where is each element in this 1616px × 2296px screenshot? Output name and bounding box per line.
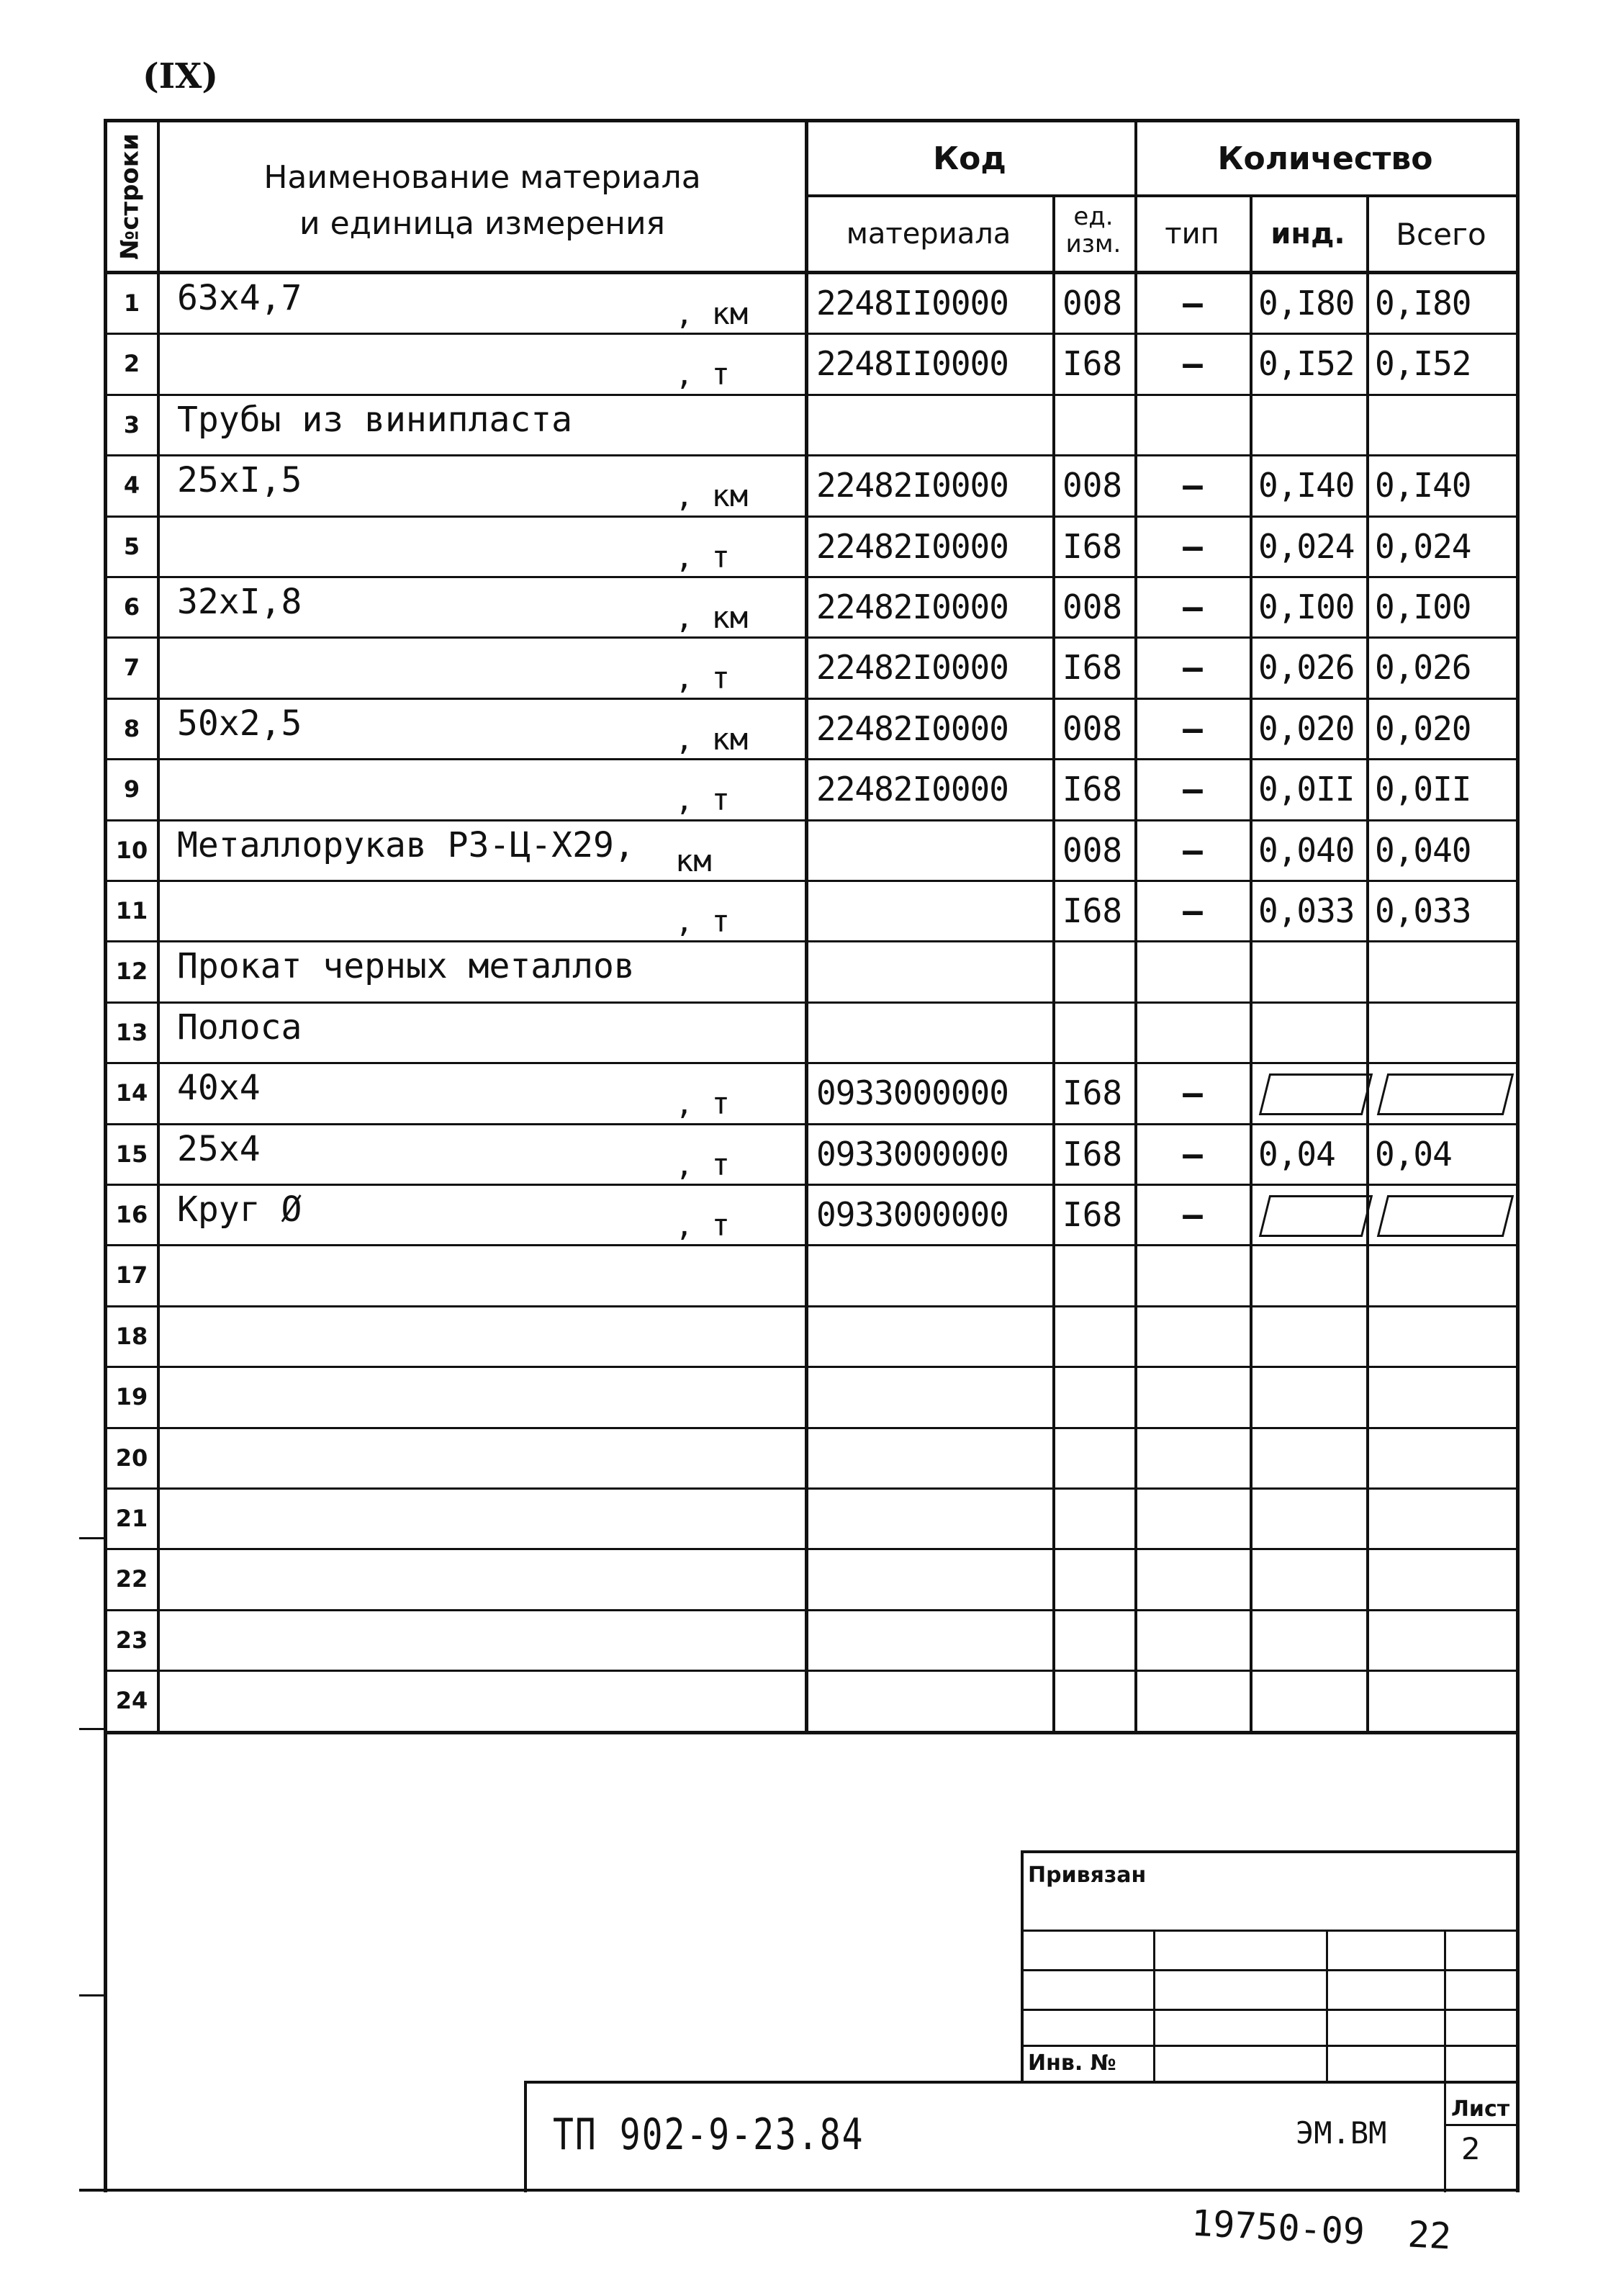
material-name: Металлорукав РЗ-Ц-Х29, — [177, 825, 635, 865]
row-number: 18 — [115, 1323, 148, 1350]
total-qty — [1369, 1308, 1520, 1364]
type-qty: – — [1183, 527, 1203, 566]
measure-unit — [675, 1004, 812, 1062]
rule — [1021, 2009, 1516, 2011]
individual-qty — [1252, 1247, 1371, 1303]
measure-unit: , т — [675, 782, 730, 817]
total-qty: 0,I40 — [1375, 466, 1471, 505]
unit-code: 008 — [1062, 466, 1123, 505]
material-name: 32хI,8 — [177, 582, 302, 622]
individual-qty — [1252, 1490, 1371, 1547]
material-name — [160, 1308, 681, 1367]
archive-number: 19750-09 22 — [1190, 2202, 1453, 2258]
row-number: 13 — [115, 1019, 148, 1046]
total-qty — [1369, 1004, 1520, 1061]
row-number: 6 — [123, 593, 140, 621]
type-qty: – — [1183, 831, 1203, 870]
type-qty: – — [1183, 1135, 1203, 1174]
measure-unit — [675, 1551, 812, 1608]
unit-code: 008 — [1062, 284, 1123, 323]
material-code — [808, 1551, 1060, 1607]
type-qty: – — [1183, 587, 1203, 626]
material-code — [808, 1369, 1060, 1425]
rule — [79, 1994, 104, 1996]
measure-unit — [675, 943, 812, 1001]
individual-qty: 0,04 — [1258, 1135, 1335, 1174]
unit-code: 008 — [1062, 709, 1123, 748]
rule — [79, 2189, 1519, 2192]
type-qty — [1137, 1673, 1248, 1729]
rule — [1326, 1930, 1328, 2081]
sheet-number: 2 — [1461, 2131, 1481, 2166]
measure-unit — [675, 1430, 812, 1487]
row-number: 3 — [123, 411, 140, 438]
unit-code — [1055, 943, 1140, 999]
individual-qty — [1252, 397, 1371, 453]
row-number: 11 — [115, 897, 148, 924]
row-number: 5 — [123, 533, 140, 560]
unit-code — [1055, 1551, 1140, 1607]
individual-qty: 0,020 — [1258, 709, 1355, 748]
unit-code: I68 — [1062, 527, 1123, 566]
individual-qty: 0,024 — [1258, 527, 1355, 566]
material-name — [160, 1612, 681, 1671]
material-code — [808, 822, 1060, 878]
material-code: 22482I0000 — [816, 466, 1008, 505]
material-code — [808, 397, 1060, 453]
material-name: 63х4,7 — [177, 278, 302, 318]
individual-qty — [1252, 1004, 1371, 1061]
material-name — [160, 1490, 681, 1549]
code-group-header: Код — [933, 140, 1006, 177]
measure-unit: , км — [675, 296, 749, 331]
unit-code: I68 — [1062, 1073, 1123, 1112]
inventory-number-label: Инв. № — [1028, 2050, 1116, 2076]
material-code: 22482I0000 — [816, 527, 1008, 566]
row-number: 23 — [115, 1626, 148, 1654]
individual-qty — [1252, 1551, 1371, 1607]
measure-unit: , км — [675, 600, 749, 635]
rule — [1021, 1930, 1516, 1932]
total-qty — [1369, 943, 1520, 999]
total-qty — [1369, 397, 1520, 453]
unit-code: I68 — [1062, 1135, 1123, 1174]
unit-code — [1055, 1673, 1140, 1729]
unit-code: I68 — [1062, 891, 1123, 930]
individual-qty — [1252, 1308, 1371, 1364]
material-name: Трубы из винипласта — [177, 400, 573, 440]
unit-code: I68 — [1062, 648, 1123, 687]
type-qty — [1137, 943, 1248, 999]
individual-qty — [1252, 1369, 1371, 1425]
measure-unit: , т — [675, 539, 730, 575]
material-name: 40х4 — [177, 1068, 261, 1108]
unit-code — [1055, 1004, 1140, 1061]
material-code — [808, 1490, 1060, 1547]
row-number: 22 — [115, 1565, 148, 1593]
material-name — [160, 1551, 681, 1610]
unit-code — [1055, 1430, 1140, 1486]
type-qty — [1137, 1551, 1248, 1607]
unit-code: 008 — [1062, 831, 1123, 870]
material-code — [808, 883, 1060, 939]
total-qty: 0,I52 — [1375, 344, 1471, 383]
material-name: 50х2,5 — [177, 703, 302, 744]
individual-qty: 0,I80 — [1258, 284, 1355, 323]
measure-unit — [675, 1490, 812, 1548]
material-name: 25хI,5 — [177, 460, 302, 500]
material-code: 2248II0000 — [816, 344, 1008, 383]
total-qty — [1369, 1247, 1520, 1303]
individual-qty: 0,033 — [1258, 891, 1355, 930]
row-number-header: №строки — [116, 132, 145, 260]
material-name — [160, 1673, 681, 1732]
material-code: 22482I0000 — [816, 770, 1008, 809]
total-qty: 0,040 — [1375, 831, 1471, 870]
rule — [524, 2081, 1516, 2084]
total-qty — [1369, 1551, 1520, 1607]
type-qty: – — [1183, 648, 1203, 687]
row-number: 1 — [123, 289, 140, 317]
material-code — [808, 943, 1060, 999]
not-applicable-mark — [1259, 1073, 1373, 1115]
type-qty: – — [1183, 284, 1203, 323]
type-qty — [1137, 397, 1248, 453]
individual-qty: 0,026 — [1258, 648, 1355, 687]
total-qty: 0,I00 — [1375, 587, 1471, 626]
total-qty: 0,04 — [1375, 1135, 1452, 1174]
row-number: 2 — [123, 350, 140, 377]
row-number: 15 — [115, 1140, 148, 1168]
material-name: 25х4 — [177, 1129, 261, 1169]
measure-unit — [675, 1308, 812, 1366]
rule — [524, 2081, 527, 2192]
material-code — [808, 1308, 1060, 1364]
material-code: 22482I0000 — [816, 648, 1008, 687]
unit-code: 008 — [1062, 587, 1123, 626]
measure-unit: , т — [675, 1207, 730, 1243]
row-number: 4 — [123, 472, 140, 499]
unit-code — [1055, 1247, 1140, 1303]
total-qty: 0,0II — [1375, 770, 1471, 809]
type-header: тип — [1165, 217, 1219, 251]
individual-qty — [1252, 1430, 1371, 1486]
total-qty — [1369, 1490, 1520, 1547]
material-code — [808, 1004, 1060, 1061]
type-qty — [1137, 1430, 1248, 1486]
total-qty — [1369, 1430, 1520, 1486]
total-qty — [1369, 1673, 1520, 1729]
material-name — [160, 883, 681, 942]
material-name: Полоса — [177, 1007, 302, 1048]
unit-code — [1055, 1308, 1140, 1364]
measure-unit — [675, 1612, 812, 1670]
measure-unit — [675, 397, 812, 454]
unit-header: ед. изм. — [1065, 202, 1121, 258]
total-header: Всего — [1396, 216, 1486, 252]
material-name — [160, 336, 681, 395]
type-qty — [1137, 1308, 1248, 1364]
measure-unit — [675, 1369, 812, 1426]
material-code — [808, 1247, 1060, 1303]
rule — [1021, 1850, 1516, 1853]
measure-unit: , т — [675, 1086, 730, 1121]
measure-unit: км — [675, 843, 712, 878]
material-code: 22482I0000 — [816, 587, 1008, 626]
type-qty — [1137, 1247, 1248, 1303]
document-code: ТП 902-9-23.84 — [553, 2110, 865, 2160]
material-name — [160, 639, 681, 698]
type-qty: – — [1183, 466, 1203, 505]
not-applicable-mark — [1377, 1195, 1514, 1237]
material-code: 0933000000 — [816, 1073, 1008, 1112]
name-header: Наименование материала и единица измерения — [263, 159, 701, 242]
row-number: 14 — [115, 1079, 148, 1107]
material-code — [808, 1612, 1060, 1668]
material-code: 22482I0000 — [816, 709, 1008, 748]
unit-code — [1055, 1612, 1140, 1668]
row-number: 8 — [123, 715, 140, 742]
unit-code — [1055, 1369, 1140, 1425]
rule — [1153, 1930, 1155, 2081]
total-qty: 0,I80 — [1375, 284, 1471, 323]
measure-unit: , т — [675, 660, 730, 695]
row-number: 12 — [115, 958, 148, 985]
privyazan-label: Привязан — [1028, 1863, 1147, 1888]
unit-code: I68 — [1062, 770, 1123, 809]
type-qty: – — [1183, 891, 1203, 930]
type-qty — [1137, 1612, 1248, 1668]
individual-qty: 0,0II — [1258, 770, 1355, 809]
material-name — [160, 1430, 681, 1489]
row-number: 7 — [123, 654, 140, 681]
unit-code: I68 — [1062, 1195, 1123, 1234]
total-qty: 0,026 — [1375, 648, 1471, 687]
individual-qty: 0,040 — [1258, 831, 1355, 870]
measure-unit — [675, 1247, 812, 1305]
rule — [79, 1537, 104, 1539]
not-applicable-mark — [1377, 1073, 1514, 1115]
individual-qty: 0,I00 — [1258, 587, 1355, 626]
row-number: 9 — [123, 775, 140, 803]
material-name — [160, 1247, 681, 1306]
material-code: 0933000000 — [816, 1135, 1008, 1174]
material-code — [808, 1430, 1060, 1486]
row-number: 16 — [115, 1201, 148, 1228]
measure-unit: , т — [675, 1147, 730, 1182]
individual-qty — [1252, 1612, 1371, 1668]
row-number: 19 — [115, 1383, 148, 1410]
total-qty: 0,020 — [1375, 709, 1471, 748]
rule — [1444, 2124, 1516, 2126]
type-qty — [1137, 1369, 1248, 1425]
measure-unit: , км — [675, 721, 749, 757]
row-number: 21 — [115, 1505, 148, 1532]
total-qty — [1369, 1369, 1520, 1425]
type-qty: – — [1183, 1073, 1203, 1112]
row-number: 17 — [115, 1261, 148, 1289]
sheet-code: ЭМ.ВМ — [1296, 2115, 1387, 2151]
row-number: 10 — [115, 837, 148, 864]
unit-code: I68 — [1062, 344, 1123, 383]
total-qty: 0,033 — [1375, 891, 1471, 930]
measure-unit — [675, 1673, 812, 1730]
material-name — [160, 518, 681, 577]
not-applicable-mark — [1259, 1195, 1373, 1237]
measure-unit: , км — [675, 478, 749, 513]
type-qty — [1137, 1490, 1248, 1547]
individual-qty: 0,I40 — [1258, 466, 1355, 505]
unit-code — [1055, 1490, 1140, 1547]
material-name — [160, 761, 681, 820]
unit-code — [1055, 397, 1140, 453]
quantity-group-header: Количество — [1217, 140, 1433, 177]
rule — [1021, 2045, 1516, 2047]
measure-unit: , т — [675, 904, 730, 939]
material-code — [808, 1673, 1060, 1729]
type-qty: – — [1183, 709, 1203, 748]
rule — [79, 1728, 104, 1730]
total-qty — [1369, 1612, 1520, 1668]
row-number: 20 — [115, 1444, 148, 1472]
material-name — [160, 1369, 681, 1428]
material-code: 2248II0000 — [816, 284, 1008, 323]
individual-qty — [1252, 943, 1371, 999]
individual-header: инд. — [1270, 217, 1345, 251]
individual-qty: 0,I52 — [1258, 344, 1355, 383]
individual-qty — [1252, 1673, 1371, 1729]
measure-unit: , т — [675, 356, 730, 392]
total-qty: 0,024 — [1375, 527, 1471, 566]
type-qty: – — [1183, 344, 1203, 383]
material-code-header: материала — [846, 217, 1011, 251]
type-qty: – — [1183, 770, 1203, 809]
material-code: 0933000000 — [816, 1195, 1008, 1234]
rule — [1021, 1969, 1516, 1971]
sheet-label: Лист — [1451, 2097, 1510, 2122]
type-qty — [1137, 1004, 1248, 1061]
sheet-marker: (IX) — [143, 56, 219, 96]
rule — [1444, 1930, 1446, 2192]
type-qty: – — [1183, 1195, 1203, 1234]
material-name: Прокат черных металлов — [177, 946, 635, 986]
material-name: Круг Ø — [177, 1189, 302, 1230]
row-number: 24 — [115, 1687, 148, 1714]
